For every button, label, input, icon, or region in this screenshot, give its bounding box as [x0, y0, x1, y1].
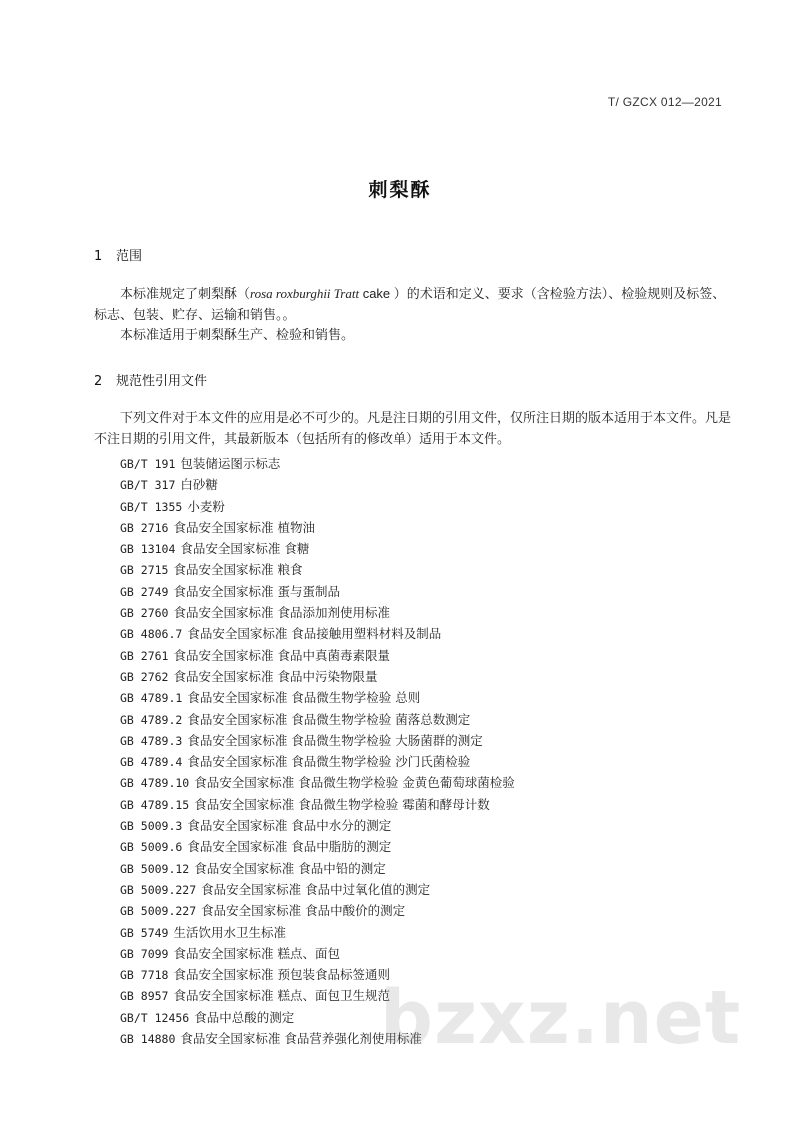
reference-code: GB 13104 [120, 542, 176, 557]
reference-item [120, 538, 515, 559]
section-2-title: 规范性引用文件 [116, 374, 208, 389]
reference-item [120, 1007, 515, 1028]
reference-title: 食品安全国家标准 食品中真菌毒素限量 [173, 647, 390, 663]
reference-title: 食品安全国家标准 食品微生物学检验 大肠菌群的测定 [187, 732, 483, 748]
reference-item [120, 943, 515, 964]
scope-paragraph [94, 283, 734, 326]
reference-item [120, 602, 515, 623]
reference-item [120, 964, 515, 985]
reference-title: 食品安全国家标准 食品微生物学检验 菌落总数测定 [187, 711, 471, 727]
reference-code: GB 7718 [120, 968, 169, 983]
reference-title: 食品安全国家标准 食品微生物学检验 沙门氏菌检验 [187, 754, 471, 770]
reference-code: GB 5009.6 [120, 840, 183, 855]
reference-title: 食品安全国家标准 糕点、面包 [173, 945, 340, 961]
reference-item [120, 645, 515, 666]
reference-code: GB 4789.2 [120, 712, 183, 727]
reference-title: 食品安全国家标准 食品接触用塑料材料及制品 [187, 626, 442, 642]
reference-code: GB 14880 [120, 1032, 176, 1047]
reference-code: GB/T 317 [120, 478, 176, 493]
reference-item [120, 623, 515, 644]
reference-code: GB 5009.227 [120, 904, 197, 919]
reference-item [120, 581, 515, 602]
reference-title: 小麦粉 [187, 498, 225, 514]
reference-item [120, 517, 515, 538]
reference-code: GB 5009.227 [120, 882, 197, 897]
reference-code: GB/T 191 [120, 457, 176, 471]
scope-latin-name: rosa roxburghii Tratt [250, 286, 360, 301]
reference-item [120, 709, 515, 730]
reference-code: GB 4789.10 [120, 776, 190, 791]
reference-item [120, 879, 515, 900]
reference-item [120, 496, 515, 517]
section-1-heading [94, 245, 142, 264]
applicability-text: 本标准适用于刺梨酥生产、检验和销售。 [120, 328, 355, 343]
reference-title: 食品安全国家标准 蛋与蛋制品 [173, 583, 340, 599]
reference-item [120, 836, 515, 857]
reference-title: 食品安全国家标准 食品中铅的测定 [194, 860, 386, 876]
references-intro-text: 下列文件对于本文件的应用是必不可少的。凡是注日期的引用文件，仅所注日期的版本适用于本文件。凡是不注日期的引用文件，其最新版本（包括所有的修改单）适用于本文件。 [94, 411, 732, 447]
reference-code: GB 2762 [120, 669, 169, 684]
reference-code: GB 5009.3 [120, 819, 183, 834]
reference-title: 包装储运图示标志 [180, 456, 281, 471]
reference-code: GB/T 1355 [120, 499, 183, 514]
reference-code: GB 4789.1 [120, 691, 183, 706]
reference-item [120, 730, 515, 751]
reference-code: GB 4789.15 [120, 797, 190, 812]
watermark: bzxz.net [380, 975, 742, 1061]
reference-item [120, 559, 515, 580]
reference-title: 食品安全国家标准 食品添加剂使用标准 [173, 605, 390, 621]
reference-title: 食品安全国家标准 食品微生物学检验 金黄色葡萄球菌检验 [194, 775, 515, 791]
reference-title: 食品安全国家标准 食品中过氧化值的测定 [201, 881, 431, 897]
reference-item [120, 985, 515, 1006]
reference-item [120, 474, 515, 495]
reference-title: 食品安全国家标准 植物油 [173, 519, 315, 535]
reference-code: GB 2761 [120, 648, 169, 663]
section-2-number: 2 [94, 374, 103, 389]
reference-item [120, 858, 515, 879]
reference-code: GB 2715 [120, 563, 169, 578]
reference-code: GB 2716 [120, 520, 169, 535]
reference-item [120, 794, 515, 815]
standard-number: T/ GZCX 012—2021 [607, 95, 722, 109]
section-1-title: 范围 [116, 249, 143, 264]
reference-code: GB 2760 [120, 606, 169, 621]
scope-latin-suffix: cake [359, 286, 394, 301]
reference-code: GB 8957 [120, 989, 169, 1004]
reference-title: 食品安全国家标准 糕点、面包卫生规范 [173, 988, 390, 1004]
reference-title: 食品安全国家标准 食品微生物学检验 总则 [187, 690, 421, 706]
reference-title: 生活饮用水卫生标准 [173, 924, 286, 940]
reference-title: 食品安全国家标准 食品中脂肪的测定 [187, 839, 392, 855]
reference-item [120, 751, 515, 772]
scope-text-end: ）的术语和定义、要求（含检验方法）、检验规则及标签、标志、包装、贮存、运输和销售。。 [94, 287, 726, 323]
reference-title: 食品安全国家标准 粮食 [173, 562, 303, 578]
reference-title: 食品安全国家标准 食品中水分的测定 [187, 818, 392, 834]
section-1-number: 1 [94, 249, 103, 264]
reference-code: GB 2749 [120, 584, 169, 599]
document-title: 刺梨酥 [368, 179, 432, 201]
reference-title: 白砂糖 [180, 477, 218, 493]
reference-item [120, 922, 515, 943]
normative-references-list [120, 453, 515, 1049]
reference-title: 食品中总酸的测定 [194, 1009, 295, 1025]
reference-title: 食品安全国家标准 食品营养强化剂使用标准 [180, 1031, 422, 1047]
reference-item [120, 772, 515, 793]
scope-text-start: 本标准规定了刺梨酥（ [120, 287, 251, 302]
reference-title: 食品安全国家标准 食品中污染物限量 [173, 668, 378, 684]
reference-code: GB 5749 [120, 925, 169, 940]
reference-title: 食品安全国家标准 食品中酸价的测定 [201, 903, 406, 919]
reference-code: GB/T 12456 [120, 1010, 190, 1025]
reference-title: 食品安全国家标准 预包装食品标签通则 [173, 967, 390, 983]
reference-item [120, 687, 515, 708]
reference-title: 食品安全国家标准 食糖 [180, 541, 310, 557]
references-intro-paragraph [94, 408, 734, 450]
reference-code: GB 4806.7 [120, 627, 183, 642]
reference-item [120, 1028, 515, 1049]
reference-item [120, 453, 515, 474]
reference-item [120, 815, 515, 836]
reference-code: GB 7099 [120, 946, 169, 961]
reference-code: GB 5009.12 [120, 861, 190, 876]
applicability-paragraph [94, 325, 734, 346]
reference-code: GB 4789.4 [120, 755, 183, 770]
reference-item [120, 666, 515, 687]
reference-item [120, 900, 515, 921]
reference-title: 食品安全国家标准 食品微生物学检验 霉菌和酵母计数 [194, 796, 490, 812]
section-2-heading [94, 370, 207, 389]
reference-code: GB 4789.3 [120, 733, 183, 748]
